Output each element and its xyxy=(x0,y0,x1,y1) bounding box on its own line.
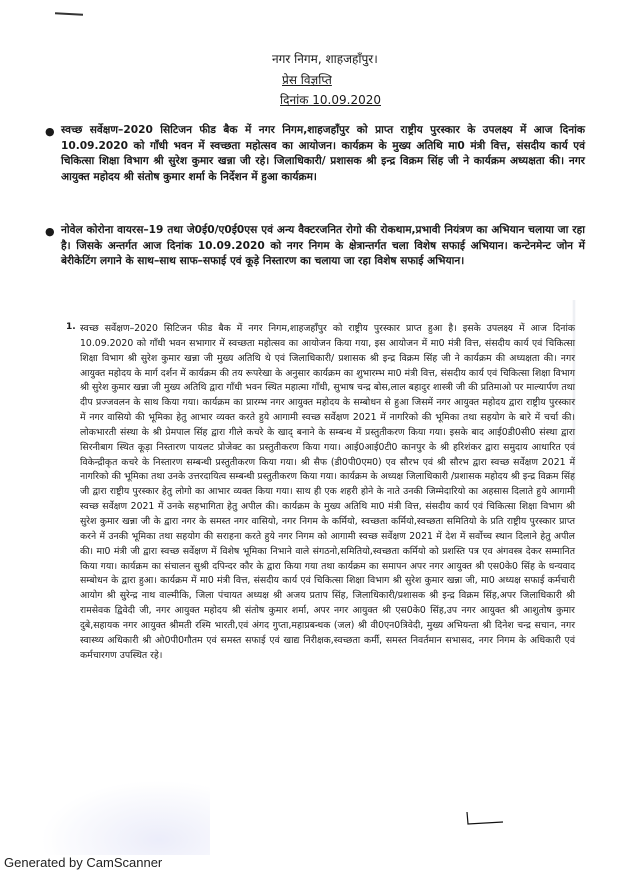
signature-mark xyxy=(465,810,505,830)
bullet-item xyxy=(45,123,585,221)
organization-name: नगर निगम, शाहजहाँपुर। xyxy=(272,52,378,66)
summary-bullets xyxy=(45,123,585,272)
document-title: प्रेस विज्ञप्ति xyxy=(282,73,332,87)
bullet-text: नोवेल कोरोना वायरस–19 तथा जे0ई0/ए0ई0एस एवं अन्य वैक्टरजनित रोगो की रोकथाम,प्रभावी नियंत्रण का अभियान चलाया जा रहा है। जिसके अन्तर्गत आज दिनांक 10.09.2020 को नगर निगम के क्षेत्रान्तर्गत चला विशेष सफाई अभियान। कन्टेनमेन्ट जोन में बेरीकेटिंग लगाने के साथ–साथ साफ–सफाई एवं कूड़े निस्तारण का चलाया जा रहा विशेष सफाई अभियान। xyxy=(61,224,585,267)
scan-shading xyxy=(40,780,210,855)
paragraph-text: स्वच्छ सर्वेक्षण–2020 सिटिजन फीड बैक में नगर निगम,शाहजहाँपुर को राष्ट्रीय पुरस्कार प्राप्त हुआ है। इसके उपलक्ष्य में आज दिनांक 10.09.2020 को गाँधी भवन सभागार में स्वच्छता महोत्सव का आयोजन किया गया, इस आयोजन में मा0 मंत्री वित्त, संसदीय कार्य एवं चिकित्सा शिक्षा विभाग श्री सुरेश कुमार खन्ना जी मुख्य अतिथि थे एवं जिलाधिकारी/ प्रशासक श्री इन्द्र विक्रम सिंह जी ने कार्यक्रम की अध्यक्षता की। नगर आयुक्त महोदय के मार्ग दर्शन में कार्यक्रम की तय रूपरेखा के अनुसार कार्यक्रम का शुभारम्भ मा0 मंत्री वित्त, संसदीय कार्य एवं चिकित्सा शिक्षा विभाग श्री सुरेश कुमार खन्ना जी मुख्य अतिथि द्वारा गाँधी भवन स्थित महात्मा गाँधी, सुभाष चन्द्र बोस,लाल बहादुर शास्त्री जी की प्रतिमाओ पर माल्यार्पण तथा दीप प्रज्जवलन के साथ किया गया। कार्यक्रम का प्रारम्भ नगर आयुक्त महोदय के सम्बोधन से हुआ जिसमें नगर आयुक्त महोदय द्वारा राष्ट्रीय पुरस्कार में नगर वासियो की भूमिका हेतु आभार व्यक्त करते हुये आगामी स्वच्छ सर्वेक्षण 2021 में नागरिको की भूमिका तथा सहयोग के बारे में चर्चा की। लोकभारती संस्था के श्री प्रेमपाल सिंह द्वारा गीले कचरे के खाद् बनाने के सम्बन्ध में प्रस्तुतीकरण किया गया। इसके बाद आई0डी0सी0 संस्था द्वारा सिरनीबाग स्थित कूड़ा निस्तारण पायलट प्रोजेक्ट का प्रस्तुतीकरण किया गया। आई0आई0टी0 कानपुर के श्री हरिशंकर द्वारा समुदाय आधारित एवं विकेन्द्रीकृत कचरे के निस्तारण सम्बन्धी प्रस्तुतीकरण किया गया। श्री सैफ (डी0पी0एम0) एव सौरभ एवं श्री सौरभ द्वारा स्वच्छ सर्वेक्षण 2021 में नागरिको की भूमिका तथा उनके उत्तरदायित्व सम्बन्धी प्रस्तुतीकरण किया गया। कार्यक्रम के अध्यक्ष जिलाधिकारी /प्रशासक महोदय श्री इन्द्र विक्रम सिंह जी द्वारा राष्ट्रीय पुरस्कार हेतु लोगो का आभार व्यक्त किया गया। साथ ही एक शहरी होने के नाते उनकी जिम्मेदारियो का अहसास दिलाते हुये आगामी स्वच्छ सर्वेक्षण 2021 में उनके सहभागिता हेतु अपील की। कार्यक्रम के मुख्य अतिथि मा0 मंत्री वित्त, संसदीय कार्य एवं चिकित्सा शिक्षा विभाग श्री सुरेश कुमार खन्ना जी के द्वारा नगर के समस्त नगर वासियो, नगर निगम के कर्मियो, स्वच्छता कर्मियो,स्वच्छता समितियो के प्रति राष्ट्रीय पुरस्कार प्राप्त करने में उनकी भूमिका तथा सहयोग की सराहना करते हुये नगर निगम को आगामी स्वच्छ सर्वेक्षण 2021 में देश में सर्वोच्च स्थान दिलाने हेतु अपील की। मा0 मंत्री जी द्वारा स्वच्छ सर्वेक्षण में विशेष भूमिका निभाने वाले संगठनो,समितियो,स्वच्छता कर्मियो को प्रशस्ति पत्र एव अंगवस्त्र देकर सम्मानित किया गया। कार्यक्रम का संचालन सुश्री दपिन्दर कौर के द्वारा किया गया तथा कार्यक्रम का समापन अपर नगर आयुक्त श्री एस0के0 सिंह के धन्यवाद सम्बोधन के द्वारा हुआ। कार्यक्रम में मा0 मंत्री वित्त, संसदीय कार्य एवं चिकित्सा शिक्षा विभाग श्री सुरेश कुमार खन्ना जी, मा0 अध्यक्ष सफाई कर्मचारी आयोग श्री सुरेन्द्र नाथ वाल्मीकि, जिला पंचायत अध्यक्ष श्री अजय प्रताप सिंह, जिलाधिकारी/प्रशासक श्री इन्द्र विक्रम सिंह,अपर जिलाधिकारी श्री रामसेवक द्विवेदी जी, नगर आयुक्त महोदय श्री संतोष कुमार शर्मा, अपर नगर आयुक्त श्री एस0के0 सिंह,उप नगर आयुक्त श्री आशुतोष कुमार दुबे,सहायक नगर आयुक्त श्रीमती रश्मि भारती,एवं अंगद गुप्ता,महाप्रबन्धक (जल) श्री वी0एन0त्रिवेदी, मुख्य अभियन्ता श्री दिनेश चन्द्र सचान, नगर स्वास्थ्य अधिकारी श्री ओ0पी0गौतम एवं समस्त सफाई एवं खाद्य निरीक्षक,स्वच्छता कर्मी, समस्त निवर्तमान सभासद, नगर निगम के अधिकारी एवं कर्मचारगण उपस्थित रहे। xyxy=(80,323,575,661)
bullet-text: स्वच्छ सर्वेक्षण–2020 सिटिजन फीड बैक में नगर निगम,शाहजहाँपुर को प्राप्त राष्ट्रीय पुरस्कार के उपलक्ष्य में आज दिनांक 10.09.2020 को गाँधी भवन में स्वच्छता महोत्सव का आयोजन। कार्यक्रम के मुख्य अतिथि मा0 मंत्री वित्त, संसदीय कार्य एवं चिकित्सा शिक्षा विभाग श्री सुरेश कुमार खन्ना जी रहे। जिलाधिकारी/ प्रशासक श्री इन्द्र विक्रम सिंह जी ने कार्यक्रम अध्यक्षता की। नगर आयुक्त महोदय श्री संतोष कुमार शर्मा के निर्देशन में हुआ कार्यक्रम। xyxy=(61,124,585,183)
document-date: दिनांक 10.09.2020 xyxy=(280,93,381,107)
pen-mark xyxy=(55,12,83,15)
bullet-dot-icon: ● xyxy=(45,225,55,238)
bullet-dot-icon: ● xyxy=(45,125,55,138)
numbered-paragraph xyxy=(66,322,575,663)
paragraph-number: 1. xyxy=(66,322,76,332)
bullet-item xyxy=(45,223,585,270)
scanner-watermark: Generated by CamScanner xyxy=(4,855,163,870)
